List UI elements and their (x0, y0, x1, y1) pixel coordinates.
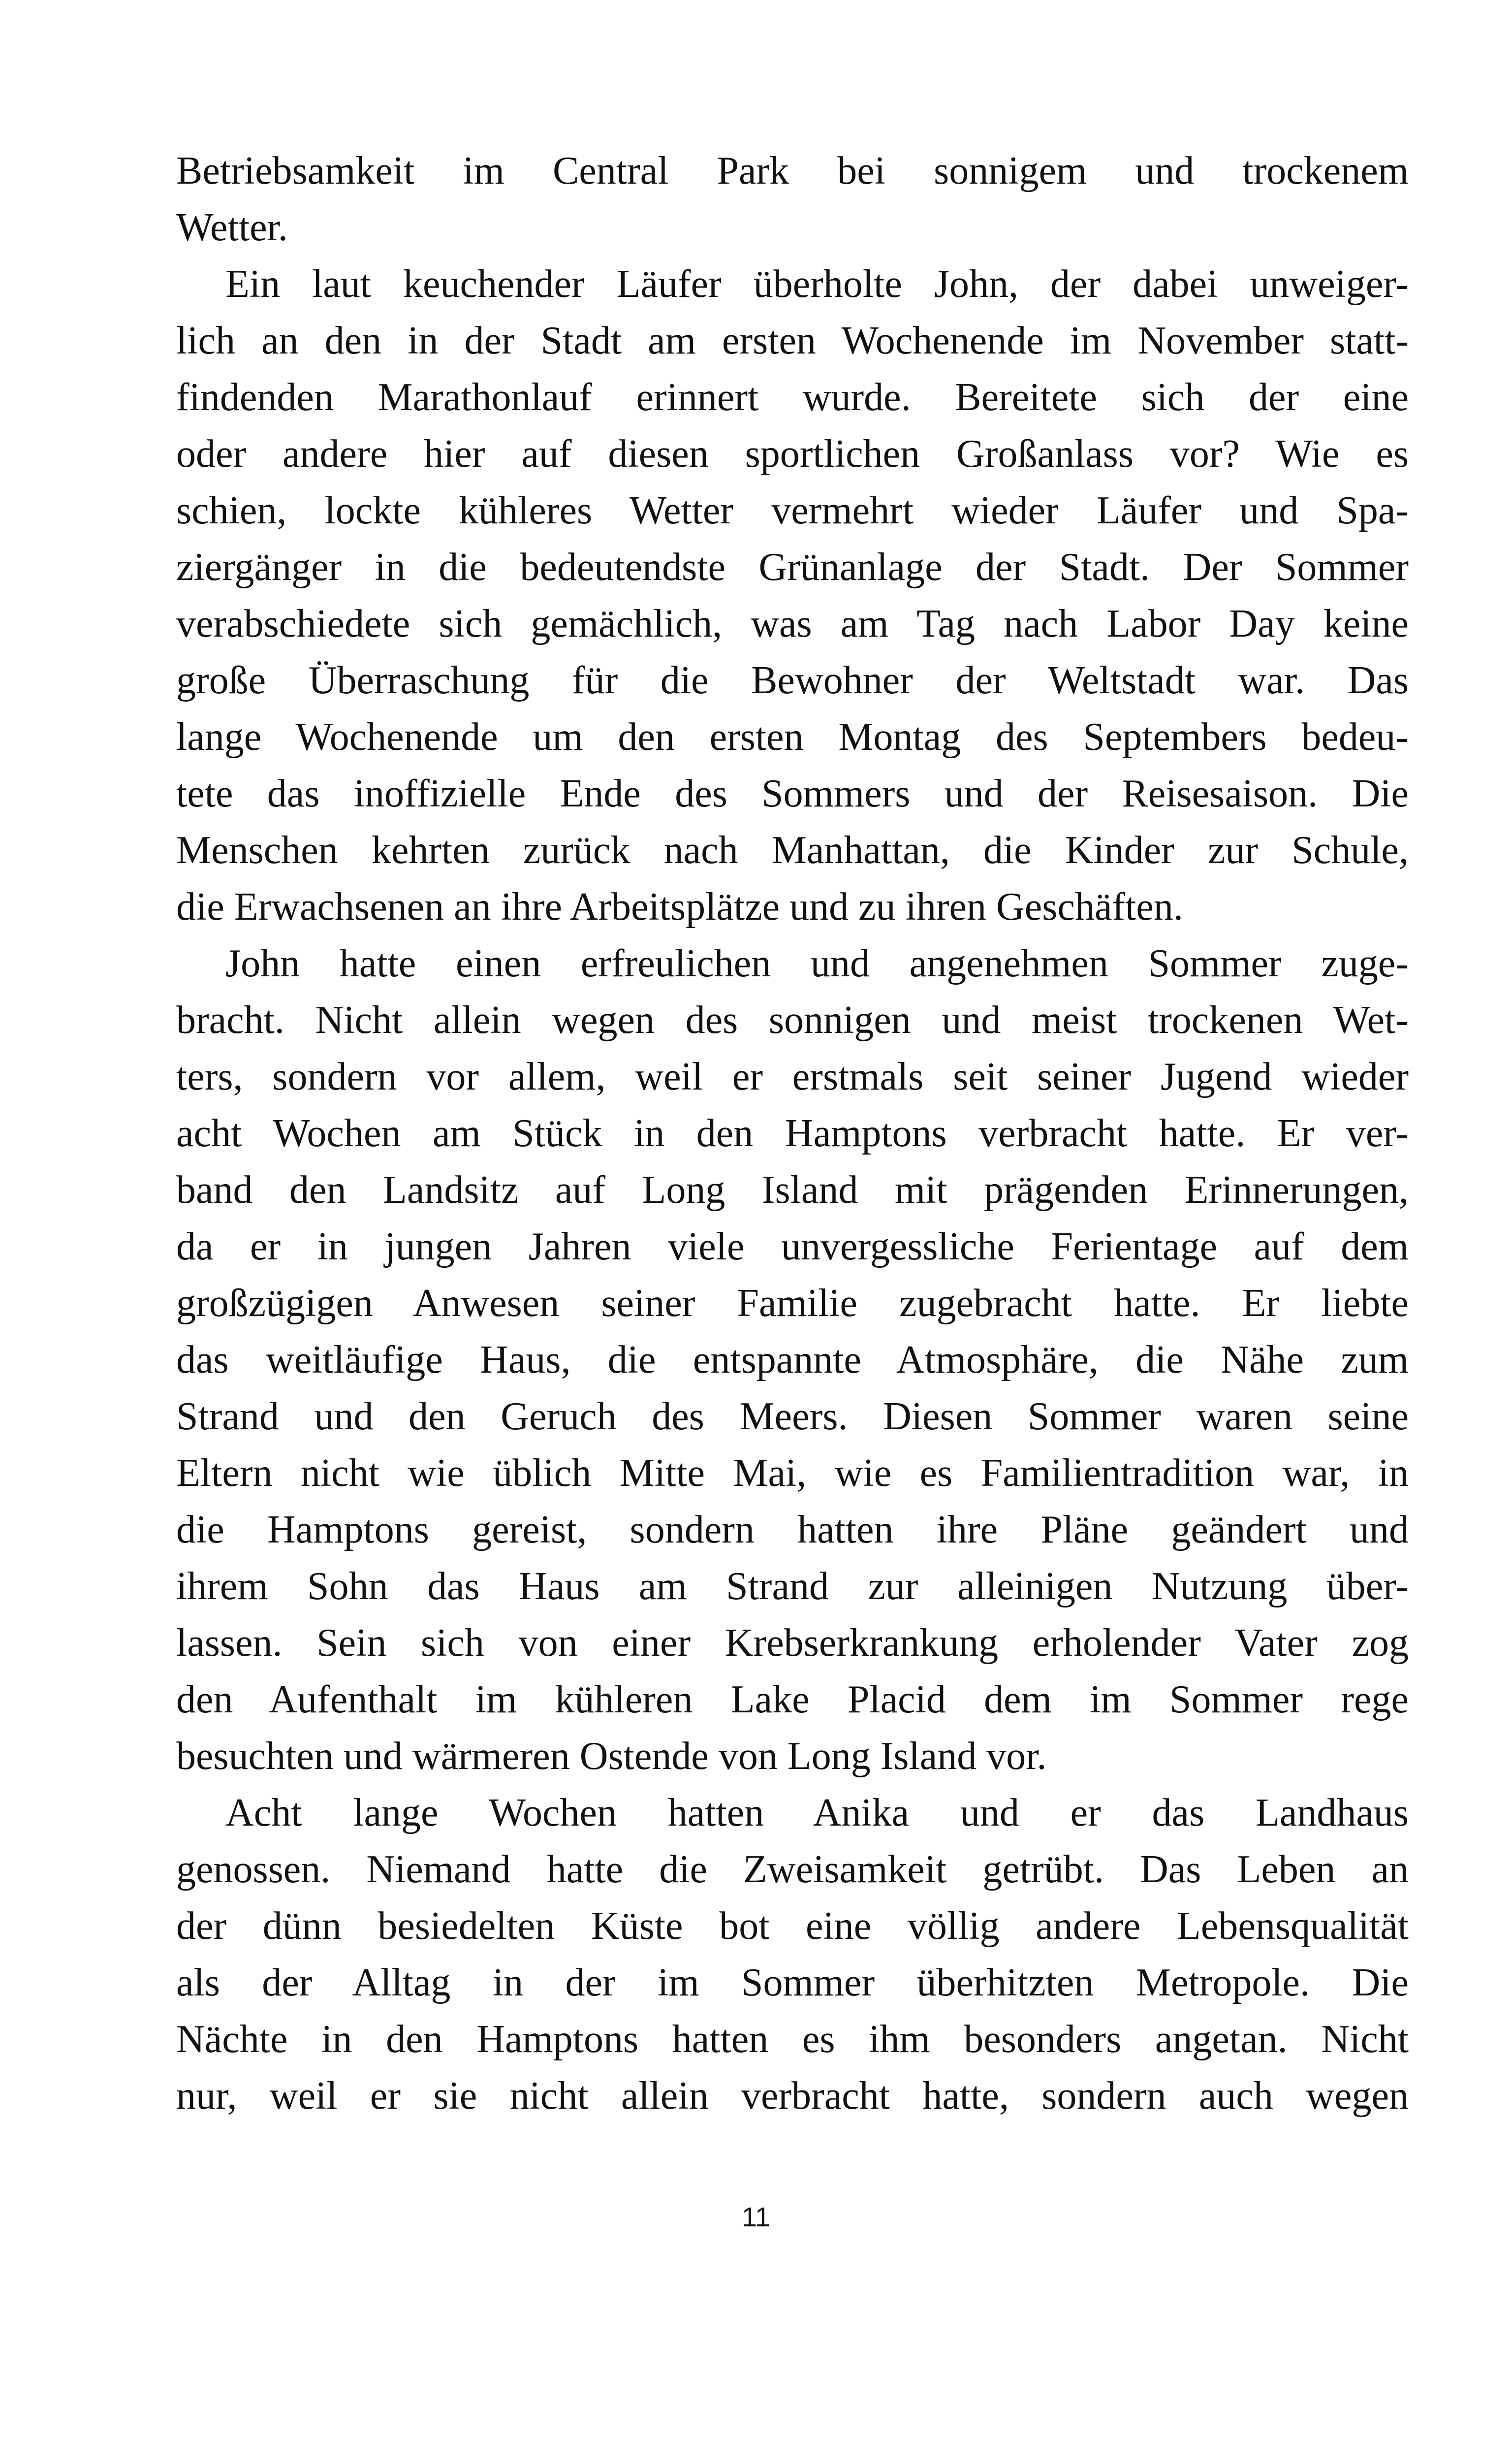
text-line: große Überraschung für die Bewohner der Weltstadt war. Das (176, 659, 1409, 702)
text-line: ters, sondern vor allem, weil er erstmals seit seiner Jugend wieder (176, 1055, 1409, 1098)
text-line: Menschen kehrten zurück nach Manhattan, die Kinder zur Schule, (176, 829, 1409, 872)
text-line: ihrem Sohn das Haus am Strand zur alleinigen Nutzung über- (176, 1565, 1409, 1608)
text-line: lassen. Sein sich von einer Krebserkrankung erholender Vater zog (176, 1621, 1409, 1665)
text-line: Ein laut keuchender Läufer überholte John, der dabei unweiger- (225, 262, 1409, 306)
text-line: als der Alltag in der im Sommer überhitzten Metropole. Die (176, 1961, 1409, 2004)
text-line: John hatte einen erfreulichen und angenehmen Sommer zuge- (225, 942, 1409, 985)
text-line: Wetter. (176, 206, 288, 249)
text-line: den Aufenthalt im kühleren Lake Placid dem im Sommer rege (176, 1678, 1409, 1721)
text-line: großzügigen Anwesen seiner Familie zugebracht hatte. Er liebte (176, 1282, 1409, 1325)
text-line: schien, lockte kühleres Wetter vermehrt wieder Läufer und Spa- (176, 489, 1409, 532)
text-line: tete das inoffizielle Ende des Sommers und der Reisesaison. Die (176, 772, 1409, 815)
text-line: findenden Marathonlauf erinnert wurde. Bereitete sich der eine (176, 376, 1409, 419)
text-line: Nächte in den Hamptons hatten es ihm besonders angetan. Nicht (176, 2018, 1409, 2061)
text-line: genossen. Niemand hatte die Zweisamkeit getrübt. Das Leben an (176, 1848, 1409, 1891)
text-line: das weitläufige Haus, die entspannte Atmosphäre, die Nähe zum (176, 1338, 1409, 1382)
text-line: oder andere hier auf diesen sportlichen Großanlass vor? Wie es (176, 432, 1409, 476)
paragraph (176, 935, 1409, 1785)
text-line: besuchten und wärmeren Ostende von Long Island vor. (176, 1735, 1047, 1778)
text-line: die Hamptons gereist, sondern hatten ihre Pläne geändert und (176, 1508, 1409, 1551)
body-text (176, 143, 1409, 2124)
text-line: lange Wochenende um den ersten Montag des Septembers bedeu- (176, 715, 1409, 759)
text-line: da er in jungen Jahren viele unvergessliche Ferientage auf dem (176, 1225, 1409, 1268)
paragraph (176, 1785, 1409, 2124)
page-number: 11 (741, 2201, 771, 2232)
text-line: ziergänger in die bedeutendste Grünanlage der Stadt. Der Sommer (176, 546, 1409, 589)
text-line: Eltern nicht wie üblich Mitte Mai, wie es Familientradition war, in (176, 1451, 1409, 1495)
text-line: nur, weil er sie nicht allein verbracht hatte, sondern auch wegen (176, 2074, 1409, 2118)
text-line: acht Wochen am Stück in den Hamptons verbracht hatte. Er ver- (176, 1112, 1409, 1155)
text-line: verabschiedete sich gemächlich, was am Tag nach Labor Day keine (176, 602, 1409, 645)
paragraph (176, 256, 1409, 935)
text-line: lich an den in der Stadt am ersten Wochenende im November statt- (176, 319, 1409, 362)
paragraph (176, 143, 1409, 256)
text-line: Acht lange Wochen hatten Anika und er das Landhaus (225, 1791, 1409, 1834)
text-line: bracht. Nicht allein wegen des sonnigen und meist trockenen Wet- (176, 998, 1409, 1042)
text-line: Strand und den Geruch des Meers. Diesen Sommer waren seine (176, 1395, 1409, 1438)
text-line: band den Landsitz auf Long Island mit prägenden Erinnerungen, (176, 1168, 1409, 1212)
text-line: die Erwachsenen an ihre Arbeitsplätze und zu ihren Geschäften. (176, 885, 1183, 929)
text-line: Betriebsamkeit im Central Park bei sonnigem und trockenem (176, 149, 1409, 193)
text-line: der dünn besiedelten Küste bot eine völlig andere Lebensqualität (176, 1904, 1409, 1948)
